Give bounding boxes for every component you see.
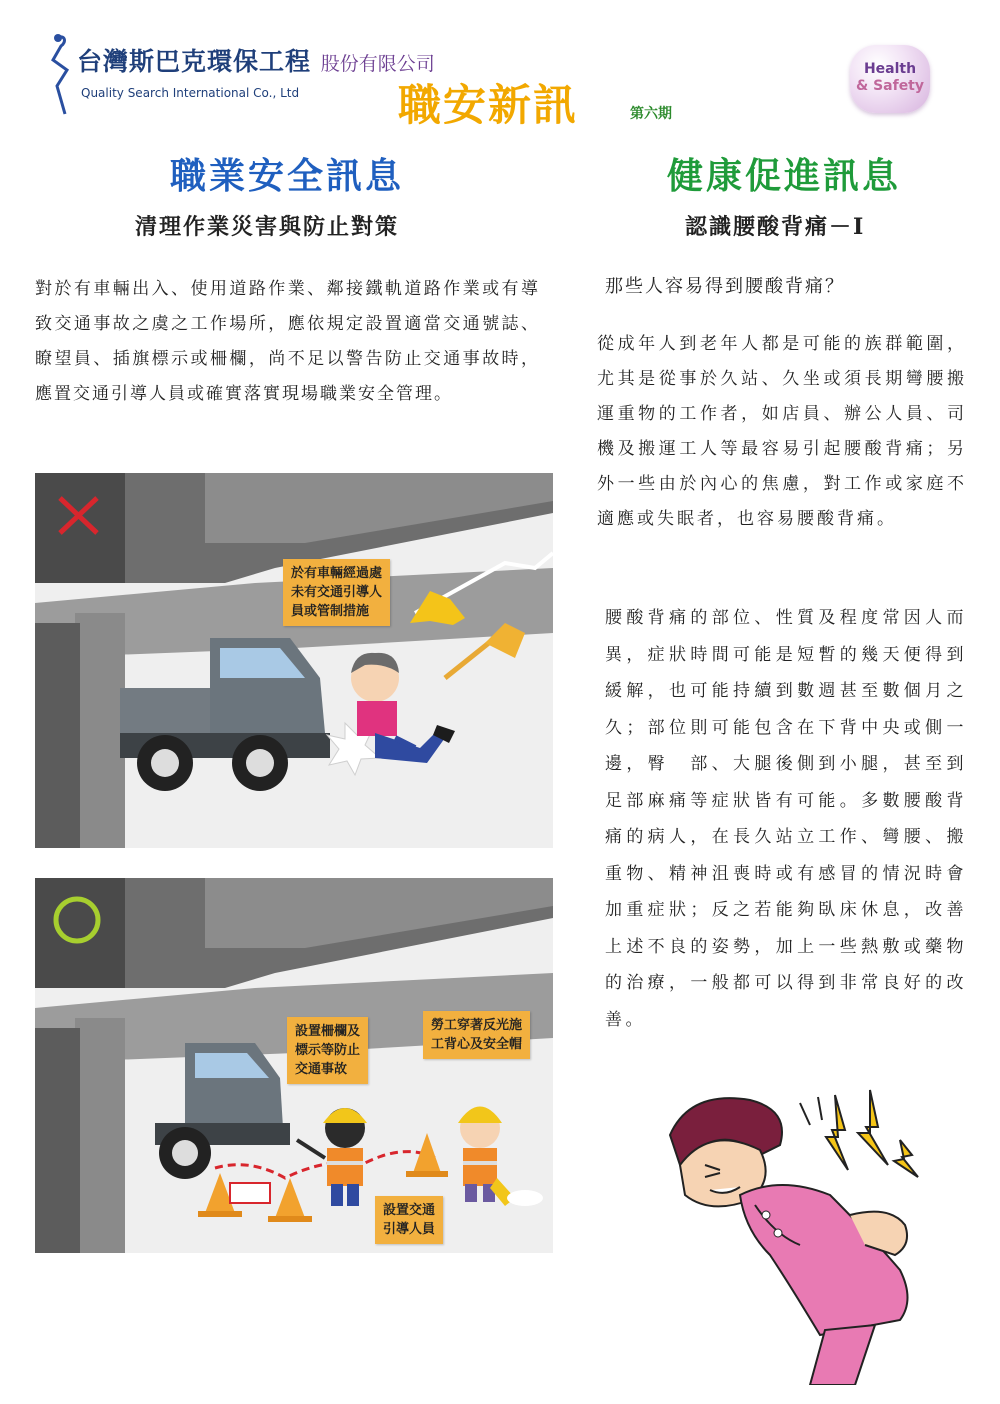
- health-paragraph-2: 腰酸背痛的部位、性質及程度常因人而異，症狀時間可能是短暫的幾天便得到緩解，也可能持續到數週甚至數個月之久；部位則可能包含在下背中央或側一邊，臀 部、大腿後側到小腿，甚至到足部麻痛等症狀皆有可能。多數腰酸背痛的病人，在長久站立工作、彎腰、搬重物、精神沮喪時或有感冒的情況時會加重症狀；反之若能夠臥床休息，改善上述不良的姿勢，加上一些熱敷或藥物的治療，一般都可以得到非常良好的改善。: [605, 608, 967, 1030]
- health-question: 那些人容易得到腰酸背痛？: [605, 276, 845, 297]
- health-safety-badge: [850, 45, 930, 113]
- badge-line-2: & Safety: [855, 78, 925, 94]
- health-section-heading: 健康促進訊息: [667, 155, 902, 197]
- illustration-back-pain-woman: [650, 1085, 960, 1385]
- company-name-en: Quality Search International Co., Ltd: [81, 86, 300, 100]
- company-name-cn: 台灣斯巴克環保工程: [77, 47, 312, 76]
- badge-line-1: Health: [863, 61, 917, 77]
- callout-traffic-guide: 設置交通 引導人員: [375, 1196, 443, 1244]
- newsletter-title: 職安新訊: [398, 81, 578, 131]
- safety-section-heading: 職業安全訊息: [170, 155, 405, 197]
- illustration-traffic-control: [35, 878, 553, 1253]
- callout-no-traffic-control: 於有車輛經過處 未有交通引導人 員或管制措施: [283, 559, 390, 626]
- issue-number: 第六期: [630, 106, 672, 122]
- health-paragraph-1: 從成年人到老年人都是可能的族群範圍，尤其是從事於久站、久坐或須長期彎腰搬運重物的工作者，如店員、辦公人員、司機及搬運工人等最容易引起腰酸背痛；另外一些由於內心的焦慮，對工作或家庭不適應或失眠者，也容易腰酸背痛。: [597, 334, 967, 529]
- health-article-title: 認識腰酸背痛－Ⅰ: [685, 214, 866, 240]
- callout-barrier: 設置柵欄及 標示等防止 交通事故: [287, 1017, 368, 1084]
- safety-paragraph: 對於有車輛出入、使用道路作業、鄰接鐵軌道路作業或有導致交通事故之虞之工作場所，應依規定設置適當交通號誌、瞭望員、插旗標示或柵欄，尚不足以警告防止交通事故時，應置交通引導人員或確實落實現場職業安全管理。: [35, 279, 540, 404]
- safety-article-title: 清理作業災害與防止對策: [135, 214, 400, 240]
- callout-reflective-vest: 勞工穿著反光施 工背心及安全帽: [423, 1011, 530, 1059]
- company-logo: [45, 30, 435, 120]
- illustration-no-traffic-control: [35, 473, 553, 848]
- company-name-suffix: 股份有限公司: [320, 53, 435, 75]
